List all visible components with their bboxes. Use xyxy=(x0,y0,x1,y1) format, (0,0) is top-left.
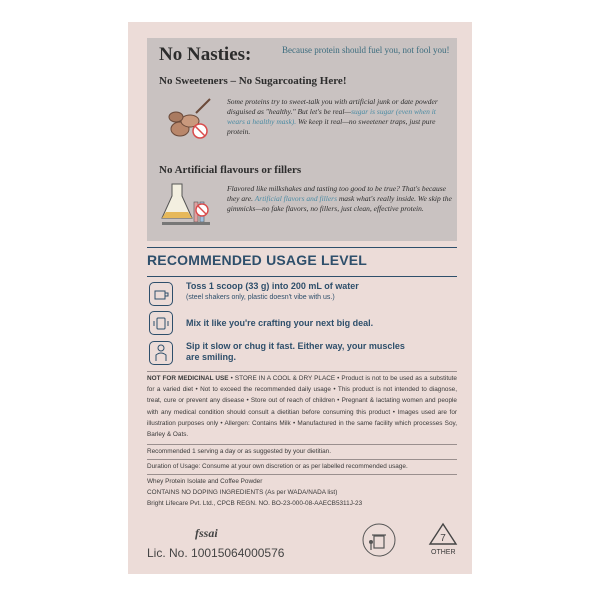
usage-title-bar xyxy=(147,247,457,277)
recycle-bin-icon xyxy=(361,522,397,558)
recycle-number: 7 xyxy=(440,533,446,544)
recycle-symbol-icon xyxy=(428,522,458,546)
fine-print: NOT FOR MEDICINAL USE • STORE IN A COOL & DRY PLACE • Product is not to be used as a substitute for a varied diet • Not to exceed the recommended daily usage • This product is not intended to diagnose, treat, cure or prevent any disease • Store out of reach of children • Pregnant & lactating women and people with any medical condition should consult a dietitian before consuming this product • Images used are for illustration purposes only • Allergen: Contains Milk • Manufactured in the same facility which processes Soy, Barley & Oats. xyxy=(147,375,457,439)
step-1-box xyxy=(149,282,173,306)
divider xyxy=(147,371,457,372)
step-1-text: Toss 1 scoop (33 g) into 200 mL of water xyxy=(186,281,359,291)
scoop-icon xyxy=(150,283,172,305)
step-2-text: Mix it like you're crafting your next big deal. xyxy=(186,318,374,328)
lab-flask-icon xyxy=(158,180,214,230)
flavours-paragraph: Flavored like milkshakes and tasting too good to be true? That's because they are. Artificial flavors and fillers mask what's really inside. We skip the gimmicks—no fake flavors, no fillers, just clean, effective protein. xyxy=(227,184,452,213)
section-heading-sweeteners: No Sweeteners – No Sugarcoating Here! xyxy=(159,75,347,87)
fssai-logo: fssai xyxy=(195,526,218,540)
doping-statement: CONTAINS NO DOPING INGREDIENTS (As per WADA/NADA list) xyxy=(147,489,338,496)
recycle-label: OTHER xyxy=(431,549,456,556)
drinking-person-icon xyxy=(150,342,172,364)
usage-title: RECOMMENDED USAGE LEVEL xyxy=(147,252,368,268)
step-2-box xyxy=(149,311,173,335)
duration-of-usage: Duration of Usage: Consume at your own discretion or as per labelled recommended usage. xyxy=(147,463,408,470)
step-1-subtext: (steel shakers only, plastic doesn't vibe with us.) xyxy=(186,294,335,301)
ingredients: Whey Protein Isolate and Coffee Powder xyxy=(147,478,263,485)
step-3-text: Sip it slow or chug it fast. Either way, your muscles are smiling. xyxy=(186,341,405,362)
divider xyxy=(147,444,457,445)
section-heading-flavours: No Artificial flavours or fillers xyxy=(159,164,302,176)
divider xyxy=(147,459,457,460)
recommended-serving: Recommended 1 serving a day or as suggested by your dietitian. xyxy=(147,448,332,455)
sweeteners-paragraph: Some proteins try to sweet-talk you with artificial junk or date powder disguised as "healthy." But let's be real—sugar is sugar (even when it wears a healthy mask). We keep it real—no sweetener traps, just pure protein. xyxy=(227,97,438,136)
dates-no-sugar-icon xyxy=(160,93,216,149)
step-3-box xyxy=(149,341,173,365)
nasties-title: No Nasties: xyxy=(159,44,252,65)
shaker-icon xyxy=(150,312,172,334)
license-number: Lic. No. 10015064000576 xyxy=(147,546,285,560)
nasties-tagline: Because protein should fuel you, not fool you! xyxy=(282,45,450,55)
company-info: Bright Lifecare Pvt. Ltd., CPCB REGN. NO. BO-23-000-08-AAECB5311J-23 xyxy=(147,500,363,507)
divider xyxy=(147,474,457,475)
